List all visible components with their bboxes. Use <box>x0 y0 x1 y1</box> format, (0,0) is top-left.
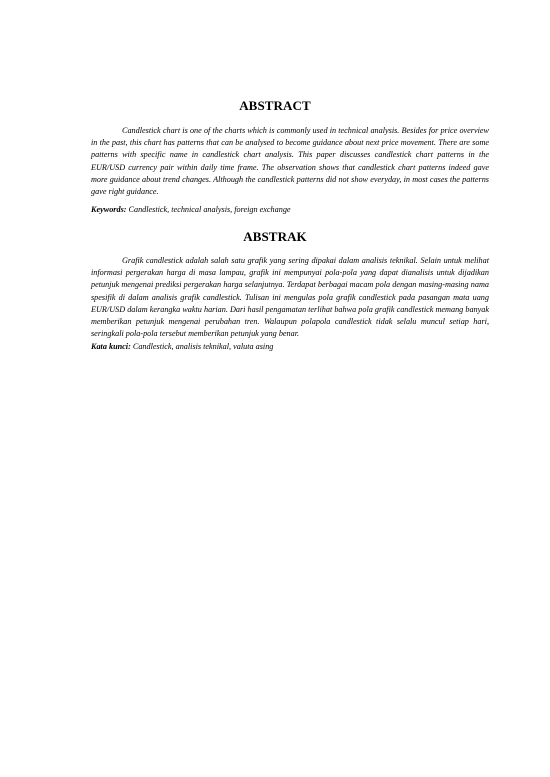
abstract-body: Candlestick chart is one of the charts which is commonly used in technical analysis. Besides for price overview in the past, this chart has patterns that can be analysed to become guidance about next price movement. There are some patterns with specific name in candlestick chart analysis. This paper discusses candlestick chart patterns in the EUR/USD currency pair within daily time frame. The observation shows that candlestick chart patterns indeed gave more guidance about trend changes. Although the candlestick patterns did not show everyday, in most cases the patterns gave right guidance. <box>91 126 489 197</box>
abstract-heading: ABSTRACT <box>239 98 311 113</box>
abstrak-keywords <box>91 341 489 353</box>
kata-kunci-value: Candlestick, analisis teknikal, valuta asing <box>130 342 274 351</box>
kata-kunci-label: Kata kunci: <box>91 342 131 351</box>
abstrak-body: Grafik candlestick adalah salah satu grafik yang sering dipakai dalam analisis teknikal. Selain untuk melihat informasi pergerakan harga di masa lampau, grafik ini mempunyai pola-pola yang dapat dianalisis untuk dijadikan petunjuk mengenai prediksi pergerakan harga selanjutnya. Terdapat berbagai macam pola dengan masing-masing nama spesifik di dalam analisis grafik candlestick. Tulisan ini mengulas pola grafik candlestick pada pasangan mata uang EUR/USD dalam kerangka waktu harian. Dari hasil pengamatan terlihat bahwa pola grafik candlestick memang banyak memberikan petunjuk mengenai perubahan tren. Walaupun polapola candlestick tidak selalu muncul setiap hari, seringkali pola-pola tersebut memberikan petunjuk yang benar. <box>91 256 489 339</box>
keywords-value: Candlestick, technical analysis, foreign exchange <box>126 205 291 214</box>
keywords-label: Keywords: <box>91 205 127 214</box>
abstrak-heading: ABSTRAK <box>243 229 307 244</box>
abstract-keywords <box>91 204 489 216</box>
